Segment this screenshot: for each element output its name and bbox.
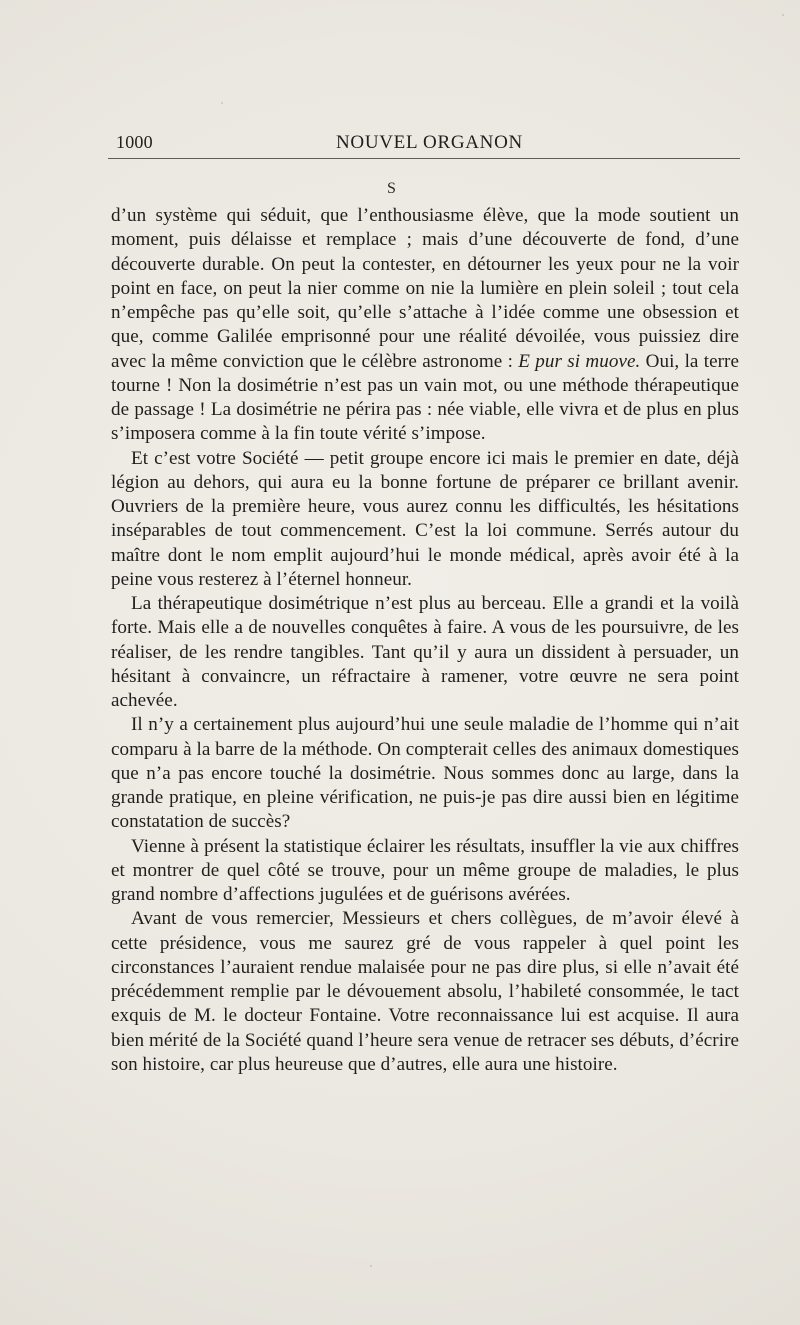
paragraph-3: La thérapeutique dosimétrique n’est plus au berceau. Elle a grandi et la voilà forte. Mais elle a de nouvelles conquêtes à faire. A vous de les poursuivre, de les réaliser, de les rendre tangibles. Tant qu’il y aura un dissident à persuader, un hésitant à convaincre, un réfractaire à ramener, votre œuvre ne sera point achevée.: [111, 593, 739, 711]
paragraph-4: Il n’y a certainement plus aujourd’hui une seule maladie de l’homme qui n’ait comparu à la barre de la méthode. On compterait celles des animaux domestiques que n’a pas encore touché la dosimétrie. Nous sommes donc au large, dans la grande pratique, en pleine vérification, ne puis-je pas dire aussi bien en légitime constatation de succès?: [111, 714, 739, 833]
paragraph-5: Vienne à présent la statistique éclairer les résultats, insuffler la vie aux chiffres et montrer de quel côté se trouve, pour un même groupe de maladies, le plus grand nombre d’affections jugulées et de guérisons avérées.: [111, 835, 739, 905]
paragraph-1-text-after-italic: Oui, la terre tourne ! Non la dosimétrie n’est pas un vain mot, ou une méthode thérapeutique de passage ! La dosimétrie ne périra pas : née viable, elle vivra et de plus en plus s’imposera comme à la fin toute vérité s’impose.: [111, 350, 739, 445]
page-header: [108, 128, 748, 156]
header-rule: [108, 158, 740, 159]
paragraph-1-text-before-italic: d’un système qui séduit, que l’enthousiasme élève, que la mode soutient un moment, puis délaisse et remplace ; mais d’une découverte de fond, d’une découverte durable. On peut la contester, en détourner les yeux pour ne la voir point en face, on peut la nier comme on nie la lumière en plein soleil ; tout cela n’empêche pas qu’elle soit, qu’elle s’attache à l’idée comme une obsession et que, comme Galilée emprisonné pour une réalité dévoilée, vous puissiez dire avec la même conviction que le célèbre astronome :: [111, 205, 739, 372]
italic-quote: E pur si muove.: [518, 350, 641, 372]
paper-speck: [370, 1265, 372, 1267]
body-text: [111, 204, 739, 1077]
paper-speck: [221, 102, 223, 104]
paragraph-6: Avant de vous remercier, Messieurs et chers collègues, de m’avoir élevé à cette présidence, vous me saurez gré de vous rappeler à quel point les circonstances l’auraient rendue malaisée pour ne pas dire plus, si elle n’avait été précédemment remplie par le dévouement absolu, l’habileté consommée, le tact exquis de M. le docteur Fontaine. Votre reconnaissance lui est acquise. Il aura bien mérité de la Société quand l’heure sera venue de retracer ses débuts, d’écrire son histoire, car plus heureuse que d’autres, elle aura une histoire.: [111, 908, 739, 1075]
signature-mark: S: [387, 180, 397, 197]
page-number: 1000: [116, 132, 153, 152]
paper-speck: [782, 14, 784, 16]
running-title: NOUVEL ORGANON: [336, 132, 523, 153]
paragraph-2: Et c’est votre Société — petit groupe encore ici mais le premier en date, déjà légion au dehors, qui aura eu la bonne fortune de préparer ce brillant avenir. Ouvriers de la première heure, vous aurez connu les difficultés, les hésitations inséparables de tout commencement. C’est la loi commune. Serrés autour du maître dont le nom emplit aujourd’hui le monde médical, après avoir été à la peine vous resterez à l’éternel honneur.: [111, 447, 739, 590]
paragraph-1: [111, 204, 739, 447]
